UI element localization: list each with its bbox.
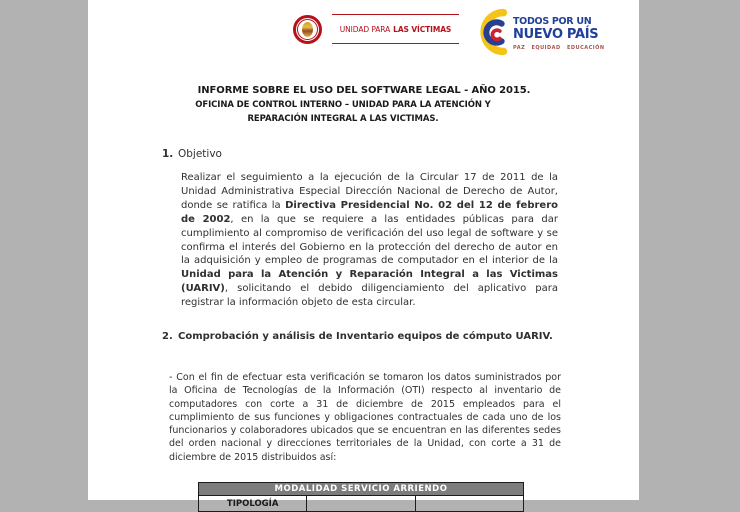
paragraph-bold-text: Directiva Presidencial No. 02 del 12 de febrero de 2002	[181, 199, 558, 225]
title-line-3: REPARACIÓN INTEGRAL A LAS VICTIMAS.	[247, 114, 439, 124]
todos-por-un-nuevo-pais-logo	[473, 7, 708, 61]
nuevo-pais-swoosh-icon	[473, 7, 510, 57]
section-1-heading	[162, 148, 222, 160]
tipologia-cell: TIPOLOGÍA	[199, 496, 307, 512]
section-2-heading	[162, 330, 558, 344]
section-1-title: Objetivo	[178, 148, 222, 160]
coat-of-arms-icon	[302, 22, 313, 37]
objetivo-paragraph	[181, 171, 558, 310]
todos-por-un-label: TODOS POR UN	[513, 16, 592, 27]
unidad-para-label: UNIDAD PARA	[339, 24, 391, 34]
title-line-2: OFICINA DE CONTROL INTERNO – UNIDAD PARA LA ATENCIÓN Y	[195, 100, 491, 110]
section-1-number: 1.	[162, 148, 174, 160]
document-title	[123, 84, 563, 126]
unidad-victimas-wordmark	[332, 14, 459, 44]
section-2-number: 2.	[162, 331, 173, 342]
nuevo-pais-label: NUEVO PAÍS	[513, 27, 599, 42]
section-2-title: Comprobación y análisis de Inventario equipos de cómputo UARIV.	[178, 331, 553, 342]
table-header-row	[199, 483, 524, 496]
paragraph-bold-text: Unidad para la Atención y Reparación Integral a las Victimas (UARIV)	[181, 269, 558, 295]
paragraph-text: , solicitando el debido diligenciamiento del aplicativo para registrar la información objeto de esta circular.	[181, 283, 558, 309]
las-victimas-label: LAS VÍCTIMAS	[393, 24, 452, 34]
paragraph-text: Realizar el seguimiento a la ejecución de la Circular 17 de 2011 de la Unidad Administrativa Especial Dirección Nacional de Derecho de Autor, donde se ratifica la	[181, 172, 558, 211]
table-row	[199, 496, 524, 512]
empty-cell	[415, 496, 523, 512]
unidad-victimas-seal-icon	[293, 15, 322, 44]
table-title: MODALIDAD SERVICIO ARRIENDO	[199, 483, 524, 496]
empty-cell	[307, 496, 415, 512]
document-page	[88, 0, 639, 509]
paz-equidad-educacion-label: PAZ EQUIDAD EDUCACIÓN	[513, 45, 605, 51]
modalidad-table	[198, 482, 524, 512]
nuevo-pais-wordmark	[513, 16, 605, 51]
title-line-1: INFORME SOBRE EL USO DEL SOFTWARE LEGAL - AÑO 2015.	[197, 85, 531, 96]
unidad-victimas-logo	[293, 14, 458, 46]
paragraph-text: , en la que se requiere a las entidades públicas para dar cumplimiento al compromiso de verificación del uso legal de software y se confirma el interés del Gobierno en la protección del derecho de autor en la adquisición y empleo de programas de computador en el interior de la	[181, 213, 558, 267]
comprobacion-paragraph: - Con el fin de efectuar esta verificación se tomaron los datos suministrados por la Oficina de Tecnologías de la Información (OTI) respecto al inventario de computadores con corte a 31 de diciembre de 2015 empleados para el cumplimiento de sus funciones y obligaciones contractuales de cada uno de los funcionarios y colaboradores ubicados que se encuentran en las diferentes sedes del orden nacional y direcciones territoriales de la Unidad, con corte a 31 de diciembre de 2015 distribuidos así:	[169, 372, 561, 463]
